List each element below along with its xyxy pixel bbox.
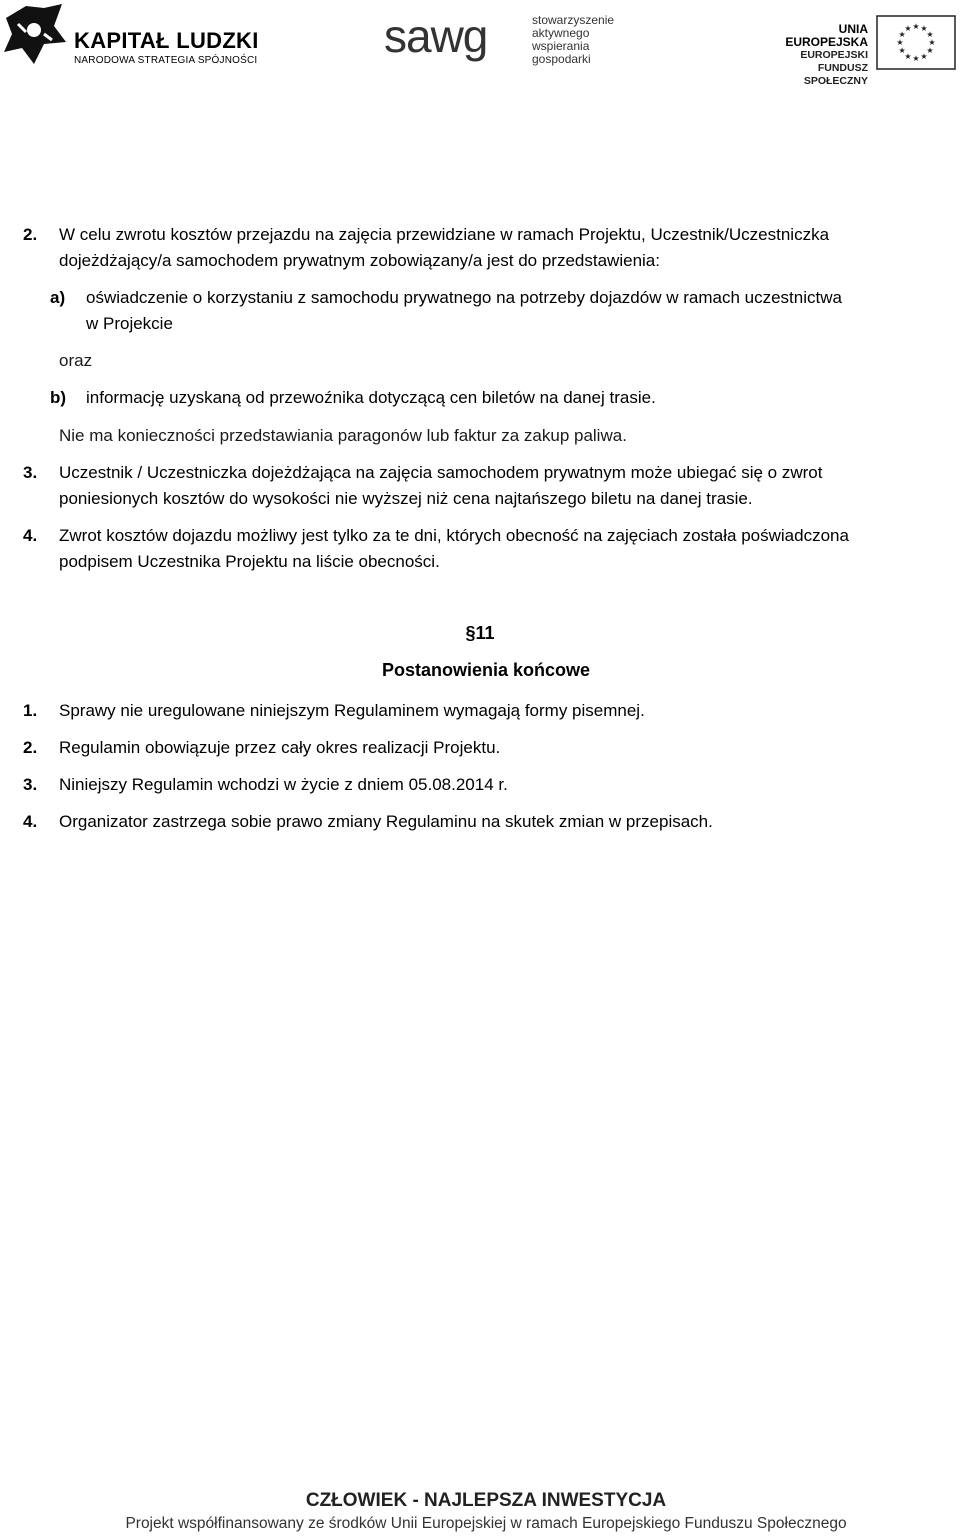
section-title: Postanowienia końcowe — [381, 660, 591, 680]
eu-star-icon: ★ — [904, 51, 912, 61]
eu-star-icon: ★ — [912, 54, 920, 63]
eu-star-icon: ★ — [926, 30, 934, 39]
subitem-line: oświadczenie o korzystaniu z samochodu prywatnego na potrzeby dojazdów w ramach uczestnictwa — [86, 288, 842, 307]
subitem-label: b) — [50, 388, 67, 407]
list-item: Sprawy nie uregulowane niniejszym Regulaminem wymagają formy pisemnej. — [59, 701, 645, 720]
item-number: 2. — [23, 738, 38, 757]
eu-flag-icon — [876, 15, 956, 70]
sawg-line: gospodarki — [532, 52, 591, 66]
eu-title: UNIA EUROPEJSKA — [785, 22, 868, 49]
subitem-label: a) — [50, 288, 66, 307]
note-line: Nie ma konieczności przedstawiania paragonów lub faktur za zakup paliwa. — [59, 426, 627, 445]
paragraph-line: Zwrot kosztów dojazdu możliwy jest tylko za te dni, których obecność na zajęciach została poświadczona — [59, 526, 849, 545]
kapital-ludzki-logo — [4, 4, 70, 66]
paragraph-line: dojeżdżający/a samochodem prywatnym zobowiązany/a jest do przedstawienia: — [59, 251, 660, 270]
sawg-line: wspierania — [532, 39, 590, 53]
eu-star-icon: ★ — [920, 51, 928, 61]
list-item: Organizator zastrzega sobie prawo zmiany Regulaminu na skutek zmian w przepisach. — [59, 812, 713, 831]
kapital-ludzki-subtitle: NARODOWA STRATEGIA SPÓJNOŚCI — [74, 55, 258, 66]
eu-star-icon: ★ — [926, 46, 934, 55]
eu-star-icon: ★ — [920, 24, 928, 34]
eu-star-icon: ★ — [898, 30, 906, 39]
paragraph-line: poniesionych kosztów do wysokości nie wyższej niż cena najtańszego biletu na danej trasie. — [59, 489, 753, 508]
kapital-ludzki-text — [74, 30, 259, 66]
eu-line2: EUROPEJSKI — [800, 49, 868, 61]
eu-line3: FUNDUSZ SPOŁECZNY — [803, 62, 868, 87]
item-number: 3. — [23, 775, 38, 794]
eu-star-icon: ★ — [898, 46, 906, 55]
item-number: 1. — [23, 701, 38, 720]
sawg-logo-wordmark: sawg — [384, 12, 488, 62]
sawg-logo-text — [532, 14, 614, 66]
subitem-line: informację uzyskaną od przewoźnika dotyczącą cen biletów na danej trasie. — [86, 388, 656, 407]
item-number: 2. — [23, 225, 38, 244]
sawg-line: aktywnego — [532, 26, 590, 40]
sawg-logo-mark — [384, 12, 524, 70]
eu-star-icon: ★ — [928, 38, 936, 47]
paragraph-line: Uczestnik / Uczestniczka dojeżdżająca na zajęcia samochodem prywatnym może ubiegać się o zwrot — [59, 463, 823, 482]
item-number: 4. — [23, 812, 38, 831]
list-item: Niniejszy Regulamin wchodzi w życie z dniem 05.08.2014 r. — [59, 775, 508, 794]
footer-title: CZŁOWIEK - NAJLEPSZA INWESTYCJA — [305, 1490, 667, 1511]
subitem-line: w Projekcie — [86, 314, 173, 333]
section-number: §11 — [465, 623, 495, 643]
eu-star-icon: ★ — [912, 22, 920, 31]
item-number: 4. — [23, 526, 38, 545]
conjunction: oraz — [59, 351, 93, 370]
eu-star-icon: ★ — [896, 38, 904, 47]
paragraph-line: podpisem Uczestnika Projektu na liście obecności. — [59, 552, 440, 571]
kapital-ludzki-title: KAPITAŁ LUDZKI — [74, 28, 259, 53]
sawg-line: stowarzyszenie — [532, 13, 615, 27]
eu-star-icon: ★ — [904, 24, 912, 34]
footer-subtitle: Projekt współfinansowany ze środków Unii Europejskiej w ramach Europejskiego Funduszu Społecznego — [125, 1515, 847, 1532]
eu-logo-text — [760, 23, 868, 88]
list-item: Regulamin obowiązuje przez cały okres realizacji Projektu. — [59, 738, 501, 757]
paragraph-line: W celu zwrotu kosztów przejazdu na zajęcia przewidziane w ramach Projektu, Uczestnik/Uczestniczka — [59, 225, 830, 244]
item-number: 3. — [23, 463, 38, 482]
